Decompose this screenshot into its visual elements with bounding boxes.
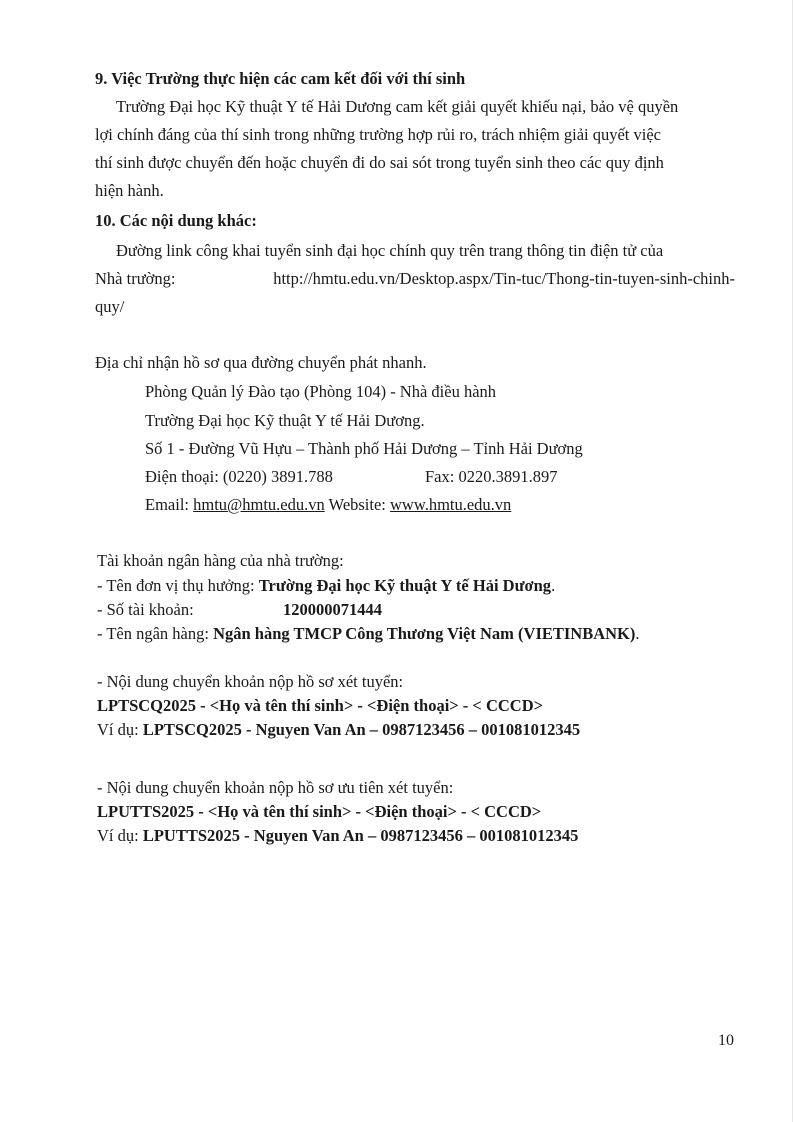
section-9-line-4: hiện hành. [95, 181, 164, 200]
beneficiary-end: . [551, 576, 556, 595]
bank-account-number: 120000071444 [283, 600, 382, 619]
address-school: Trường Đại học Kỹ thuật Y tế Hải Dương. [145, 411, 425, 430]
beneficiary-label: - Tên đơn vị thụ hưởng: [97, 576, 259, 595]
bank-name-line [97, 623, 640, 645]
bank-heading: Tài khoản ngân hàng của nhà trường: [97, 551, 344, 570]
address-phone: Điện thoại: (0220) 3891.788 [145, 467, 333, 486]
transfer-1-heading: - Nội dung chuyển khoản nộp hồ sơ xét tuyển: [97, 672, 404, 691]
bank-name: Ngân hàng TMCP Công Thương Việt Nam (VIETINBANK) [213, 624, 636, 643]
email-link[interactable]: hmtu@hmtu.edu.vn [193, 495, 325, 514]
section-9-line-3: thí sinh được chuyển đến hoặc chuyển đi do sai sót trong tuyển sinh theo các quy định [95, 153, 664, 172]
transfer-2-format: LPUTTS2025 - <Họ và tên thí sinh> - <Điện thoại> - < CCCD> [97, 802, 542, 821]
example-label: Ví dụ: [97, 826, 143, 845]
bank-beneficiary-line [97, 575, 555, 597]
beneficiary-name: Trường Đại học Kỹ thuật Y tế Hải Dương [258, 576, 552, 595]
bank-name-end: . [635, 624, 640, 643]
address-contact [145, 494, 511, 516]
example-value: LPTSCQ2025 - Nguyen Van An – 0987123456 – 001081012345 [142, 720, 581, 739]
transfer-1-example [97, 719, 580, 741]
admission-url[interactable]: http://hmtu.edu.vn/Desktop.aspx/Tin-tuc/Thong-tin-tuyen-sinh-chinh- [273, 269, 735, 288]
transfer-2-example [97, 825, 578, 847]
section-10-title: 10. Các nội dung khác: [95, 211, 257, 230]
website-label: Website: [324, 495, 391, 514]
website-link[interactable]: www.hmtu.edu.vn [390, 495, 512, 514]
address-street: Số 1 - Đường Vũ Hựu – Thành phố Hải Dương – Tỉnh Hải Dương [145, 439, 583, 458]
section-10-line-3: quy/ [95, 297, 125, 316]
example-value: LPUTTS2025 - Nguyen Van An – 0987123456 – 001081012345 [142, 826, 579, 845]
school-label: Nhà trường: [95, 269, 176, 288]
address-office: Phòng Quản lý Đào tạo (Phòng 104) - Nhà điều hành [145, 382, 497, 401]
transfer-1-format: LPTSCQ2025 - <Họ và tên thí sinh> - <Điện thoại> - < CCCD> [97, 696, 544, 715]
page-number: 10 [718, 1032, 734, 1049]
example-label: Ví dụ: [97, 720, 143, 739]
section-9-line-2: lợi chính đáng của thí sinh trong những trường hợp rủi ro, trách nhiệm giải quyết việc [95, 125, 661, 144]
bank-name-label: - Tên ngân hàng: [97, 624, 214, 643]
section-9-line-1: Trường Đại học Kỹ thuật Y tế Hải Dương cam kết giải quyết khiếu nại, bảo vệ quyền [116, 97, 679, 116]
section-9-title: 9. Việc Trường thực hiện các cam kết đối với thí sinh [95, 69, 466, 88]
section-10-line-1: Đường link công khai tuyển sinh đại học chính quy trên trang thông tin điện tử của [116, 241, 664, 260]
address-heading: Địa chỉ nhận hồ sơ qua đường chuyển phát nhanh. [95, 353, 427, 372]
transfer-2-heading: - Nội dung chuyển khoản nộp hồ sơ ưu tiên xét tuyển: [97, 778, 454, 797]
bank-account-label: - Số tài khoản: [97, 600, 194, 619]
email-label: Email: [145, 495, 194, 514]
address-fax: Fax: 0220.3891.897 [425, 467, 558, 486]
section-10-line-2 [95, 268, 735, 290]
